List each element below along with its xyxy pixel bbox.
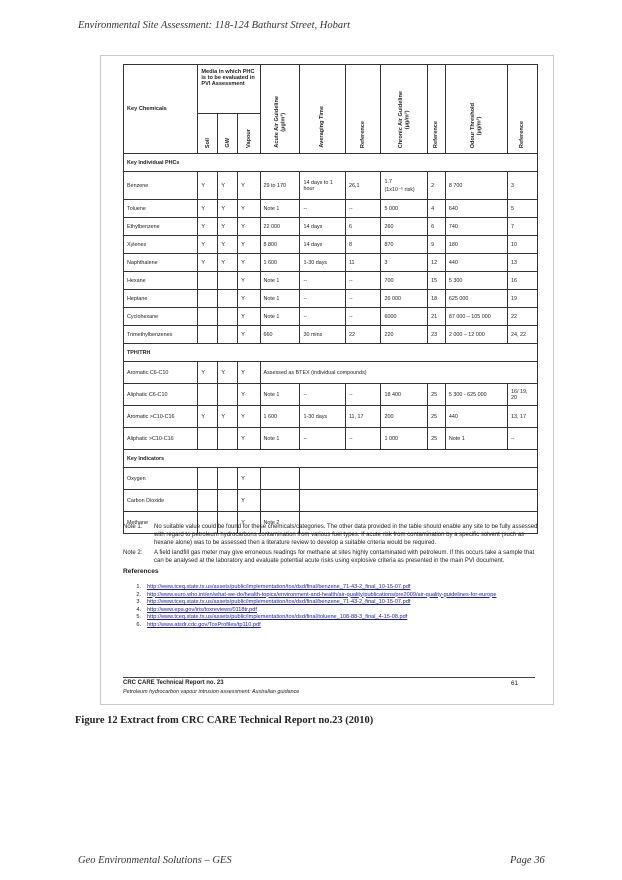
reference-link[interactable]: http://www.tceq.state.tx.us/assets/public/implementation/tox/dsd/final/toluene_108-88-3_final_4-15-08.pdf — [147, 614, 408, 621]
odour-cell: 87 000 – 105 000 — [445, 308, 507, 326]
chemical-name: Cyclohexane — [124, 308, 198, 326]
soil-cell — [198, 326, 218, 344]
report-extract — [100, 55, 554, 705]
chronic-cell: 260 — [381, 218, 428, 236]
gw-cell: Y — [218, 236, 238, 254]
acute-cell: 29 to 170 — [260, 172, 300, 200]
vapour-cell: Y — [238, 406, 260, 428]
acute-cell — [260, 490, 300, 512]
odour-cell: 180 — [445, 236, 507, 254]
vapour-cell: Y — [238, 200, 260, 218]
averaging-cell: -- — [300, 428, 346, 450]
odour-cell: 625 000 — [445, 290, 507, 308]
odour-cell: 640 — [445, 200, 507, 218]
chronic-cell: 1.7 (1x10⁻⁵ risk) — [381, 172, 428, 200]
acute-cell: Note 1 — [260, 290, 300, 308]
note-label: Note 1: — [123, 524, 143, 530]
table-row — [124, 362, 538, 384]
gw-cell: Y — [218, 172, 238, 200]
chemical-name: Aromatic >C10-C16 — [124, 406, 198, 428]
gw-cell — [218, 272, 238, 290]
reference-number: 5. — [136, 614, 141, 621]
soil-cell: Y — [198, 406, 218, 428]
chemical-name: Trimethylbenzenes — [124, 326, 198, 344]
chronic-cell: 870 — [381, 236, 428, 254]
header-acute: Acute Air Guideline (µg/m³) — [260, 65, 300, 154]
odour-cell: 440 — [445, 406, 507, 428]
chemical-name: Aliphatic >C10-C16 — [124, 428, 198, 450]
acute-cell: Note 1 — [260, 308, 300, 326]
page-footer-page-number: Page 36 — [510, 855, 545, 866]
chemical-name: Hexane — [124, 272, 198, 290]
gw-cell: Y — [218, 218, 238, 236]
note-text: A field landfill gas meter may give erroneous readings for methane at sites highly contaminated with petroleum. If this occurs take a sample that can be analysed at the laboratory and evaluate potential acute risks using explosive criteria as presented in the main PVI document. — [154, 550, 535, 564]
header-media: Media in which PHC is to be evaluated in PVI Assessment — [198, 65, 260, 114]
note-text: No suitable value could be found for these chemicals/categories. The other data provided in the table should enable any site to be fully assessed with regard to petroleum hydrocarbons contamination from various fuel types. If acute risk from contamination by a specific solvent (such as hexane alone) was to be assessed then a literature review to develop a suitable criteria would be required. — [154, 524, 538, 546]
chemical-name: Aromatic C6-C10 — [124, 362, 198, 384]
reference-cell: 11 — [345, 254, 381, 272]
chemical-name: Oxygen — [124, 468, 198, 490]
reference-cell: -- — [345, 290, 381, 308]
table-row — [124, 308, 538, 326]
vapour-cell: Y — [238, 308, 260, 326]
table-row — [124, 254, 538, 272]
chemical-name: Benzene — [124, 172, 198, 200]
assessed-as-btex-cell: Assessed as BTEX (individual compounds) — [260, 362, 538, 384]
table-row — [124, 172, 538, 200]
reference-cell: -- — [345, 200, 381, 218]
header-averaging: Averaging Time — [300, 65, 346, 154]
reference-cell: 16/ 19, 20 — [507, 384, 537, 406]
header-reference: Reference — [507, 65, 537, 154]
reference-cell: 25 — [428, 428, 446, 450]
averaging-cell: -- — [300, 384, 346, 406]
reference-number: 4. — [136, 606, 141, 613]
gw-cell: Y — [218, 200, 238, 218]
reference-cell: -- — [345, 428, 381, 450]
acute-cell: Note 2 — [260, 512, 300, 534]
acute-cell: Note 1 — [260, 384, 300, 406]
reference-link[interactable]: http://www.tceq.state.tx.us/assets/public/implementation/tox/dsd/final/benzene_71-43-2_final_10-15-07.pdf — [147, 599, 411, 606]
chemical-name: Carbon Dioxide — [124, 490, 198, 512]
header-chronic: Chronic Air Guideline (µg/m³) — [381, 65, 428, 154]
header-vapour: Vapour — [238, 114, 260, 154]
averaging-cell: 1-30 days — [300, 406, 346, 428]
references-heading: References — [123, 568, 159, 575]
odour-cell: 740 — [445, 218, 507, 236]
note-2 — [123, 549, 543, 565]
reference-link[interactable]: http://www.tceq.state.tx.us/assets/public/implementation/tox/dsd/final/benzene_71-43-2_final_10-15-07.pdf — [147, 584, 411, 590]
vapour-cell: Y — [238, 218, 260, 236]
header-gw: GW — [218, 114, 238, 154]
gw-cell: Y — [218, 362, 238, 384]
reference-cell: 25 — [428, 406, 446, 428]
acute-cell: 660 — [260, 326, 300, 344]
section-tph-trh: TPH/TRH — [124, 344, 538, 362]
vapour-cell: Y — [238, 172, 260, 200]
soil-cell — [198, 384, 218, 406]
reference-cell: 7 — [507, 218, 537, 236]
reference-cell: 23 — [428, 326, 446, 344]
chronic-cell: 220 — [381, 326, 428, 344]
odour-cell: 2 000 – 12 000 — [445, 326, 507, 344]
reference-link[interactable]: http://www.atsdr.cdc.gov/ToxProfiles/tp110.pdf — [147, 621, 261, 628]
reference-cell: 10 — [507, 236, 537, 254]
averaging-cell: -- — [300, 272, 346, 290]
table-row — [124, 490, 538, 512]
chemicals-table — [123, 64, 538, 534]
chemical-name: Methane — [124, 512, 198, 534]
table-row — [124, 290, 538, 308]
footer-divider — [123, 677, 535, 678]
acute-cell: 22 000 — [260, 218, 300, 236]
reference-cell: 26,1 — [345, 172, 381, 200]
gw-cell: Y — [218, 254, 238, 272]
acute-cell — [260, 468, 300, 490]
report-page-number: 61 — [511, 680, 519, 687]
soil-cell: Y — [198, 172, 218, 200]
reference-cell: 19 — [507, 290, 537, 308]
soil-cell: Y — [198, 362, 218, 384]
vapour-cell: Y — [238, 290, 260, 308]
reference-cell: 16 — [507, 272, 537, 290]
vapour-cell: Y — [238, 490, 260, 512]
reference-cell: 4 — [428, 200, 446, 218]
empty-cell — [300, 490, 538, 512]
acute-cell: Note 1 — [260, 200, 300, 218]
chronic-cell: 3 — [381, 254, 428, 272]
reference-cell: -- — [345, 308, 381, 326]
chronic-cell: 26 000 — [381, 290, 428, 308]
reference-number: 1. — [136, 584, 141, 590]
reference-cell: 8 — [345, 236, 381, 254]
reference-cell: 21 — [428, 308, 446, 326]
empty-cell — [300, 468, 538, 490]
soil-cell: Y — [198, 236, 218, 254]
gw-cell — [218, 490, 238, 512]
figure-caption: Figure 12 Extract from CRC CARE Technical Report no.23 (2010) — [75, 715, 374, 726]
chronic-cell: 6000 — [381, 308, 428, 326]
reference-number: 3. — [136, 599, 141, 606]
vapour-cell: Y — [238, 512, 260, 534]
header-reference: Reference — [345, 65, 381, 154]
note-label: Note 2: — [123, 550, 143, 556]
reference-cell: 9 — [428, 236, 446, 254]
gw-cell — [218, 290, 238, 308]
reference-cell: -- — [345, 384, 381, 406]
table-row — [124, 468, 538, 490]
averaging-cell: 14 days — [300, 218, 346, 236]
vapour-cell: Y — [238, 384, 260, 406]
reference-cell: 3 — [507, 172, 537, 200]
reference-item — [123, 592, 543, 600]
soil-cell — [198, 290, 218, 308]
reference-cell: 18 — [428, 290, 446, 308]
report-footer-subtitle: Petroleum hydrocarbon vapour intrusion assessment: Australian guidance — [123, 689, 300, 695]
vapour-cell: Y — [238, 254, 260, 272]
chemical-name: Heptane — [124, 290, 198, 308]
chemical-name: Ethylbenzene — [124, 218, 198, 236]
reference-cell: 13 — [507, 254, 537, 272]
reference-item — [123, 622, 543, 630]
reference-number: 6. — [136, 621, 141, 628]
gw-cell — [218, 308, 238, 326]
reference-item — [123, 614, 543, 622]
acute-cell: 1 600 — [260, 406, 300, 428]
reference-item — [123, 584, 543, 592]
reference-item — [123, 607, 543, 615]
acute-cell: Note 1 — [260, 272, 300, 290]
vapour-cell: Y — [238, 428, 260, 450]
reference-cell: 5 — [507, 200, 537, 218]
reference-cell: 2 — [428, 172, 446, 200]
reference-cell: 11, 17 — [345, 406, 381, 428]
acute-cell: 8 800 — [260, 236, 300, 254]
table-row — [124, 406, 538, 428]
reference-cell: 15 — [428, 272, 446, 290]
vapour-cell: Y — [238, 236, 260, 254]
averaging-cell: 30 mins — [300, 326, 346, 344]
odour-cell: Note 1 — [445, 428, 507, 450]
vapour-cell: Y — [238, 468, 260, 490]
odour-cell: 5 300 - 625 000 — [445, 384, 507, 406]
table-row — [124, 200, 538, 218]
soil-cell — [198, 428, 218, 450]
acute-cell: Note 1 — [260, 428, 300, 450]
soil-cell — [198, 308, 218, 326]
note-1 — [123, 523, 543, 547]
header-key-chemicals: Key Chemicals — [124, 65, 198, 154]
reference-cell: 13, 17 — [507, 406, 537, 428]
reference-number: 2. — [136, 591, 141, 598]
notes-section — [123, 523, 543, 630]
vapour-cell: Y — [238, 362, 260, 384]
table-row — [124, 384, 538, 406]
table-row — [124, 326, 538, 344]
chronic-cell: 700 — [381, 272, 428, 290]
odour-cell: 5 300 — [445, 272, 507, 290]
averaging-cell: -- — [300, 200, 346, 218]
table-row — [124, 218, 538, 236]
vapour-cell: Y — [238, 272, 260, 290]
chronic-cell: 18 400 — [381, 384, 428, 406]
reference-link[interactable]: http://www.epa.gov/iris/toxreviews/0118tr.pdf — [147, 606, 257, 613]
soil-cell — [198, 272, 218, 290]
reference-cell: 6 — [428, 218, 446, 236]
header-odour: Odour Threshold (µg/m³) — [445, 65, 507, 154]
soil-cell: Y — [198, 218, 218, 236]
report-footer-title: CRC CARE Technical Report no. 23 — [123, 680, 224, 686]
soil-cell: Y — [198, 200, 218, 218]
reference-item — [123, 599, 543, 607]
chemical-name: Toluene — [124, 200, 198, 218]
reference-cell: 12 — [428, 254, 446, 272]
document-header: Environmental Site Assessment: 118-124 Bathurst Street, Hobart — [78, 20, 351, 31]
reference-cell: 22 — [507, 308, 537, 326]
odour-cell: 8 700 — [445, 172, 507, 200]
page-footer-company: Geo Environmental Solutions – GES — [78, 855, 232, 866]
gw-cell: Y — [218, 406, 238, 428]
averaging-cell: 14 days — [300, 236, 346, 254]
table-row — [124, 272, 538, 290]
averaging-cell: 1-30 days — [300, 254, 346, 272]
gw-cell — [218, 428, 238, 450]
gw-cell — [218, 468, 238, 490]
table-row — [124, 236, 538, 254]
reference-cell: 22 — [345, 326, 381, 344]
header-soil: Soil — [198, 114, 218, 154]
chemical-name: Aliphatic C6-C10 — [124, 384, 198, 406]
gw-cell — [218, 384, 238, 406]
reference-link[interactable]: http://www.euro.who.int/en/what-we-do/health-topics/environment-and-health/air-quality/publications/pre2009/air-quality-guidelines-for-europe — [147, 591, 497, 598]
reference-cell: 6 — [345, 218, 381, 236]
gw-cell — [218, 326, 238, 344]
chronic-cell: 1 000 — [381, 428, 428, 450]
section-key-phcs: Key Individual PHCs — [124, 154, 538, 172]
averaging-cell: 14 days to 1 hour — [300, 172, 346, 200]
chronic-cell: 5 000 — [381, 200, 428, 218]
chemical-name: Naphthalene — [124, 254, 198, 272]
chronic-cell: 200 — [381, 406, 428, 428]
odour-cell: 440 — [445, 254, 507, 272]
soil-cell: Y — [198, 254, 218, 272]
averaging-cell: -- — [300, 308, 346, 326]
section-key-indicators: Key Indicators — [124, 450, 538, 468]
vapour-cell: Y — [238, 326, 260, 344]
table-row — [124, 428, 538, 450]
soil-cell — [198, 490, 218, 512]
reference-cell: 25 — [428, 384, 446, 406]
chemical-name: Xylenes — [124, 236, 198, 254]
soil-cell — [198, 468, 218, 490]
reference-cell: 24, 22 — [507, 326, 537, 344]
reference-cell: -- — [345, 272, 381, 290]
averaging-cell: -- — [300, 290, 346, 308]
header-reference: Reference — [428, 65, 446, 154]
acute-cell: 1 600 — [260, 254, 300, 272]
reference-cell: -- — [507, 428, 537, 450]
